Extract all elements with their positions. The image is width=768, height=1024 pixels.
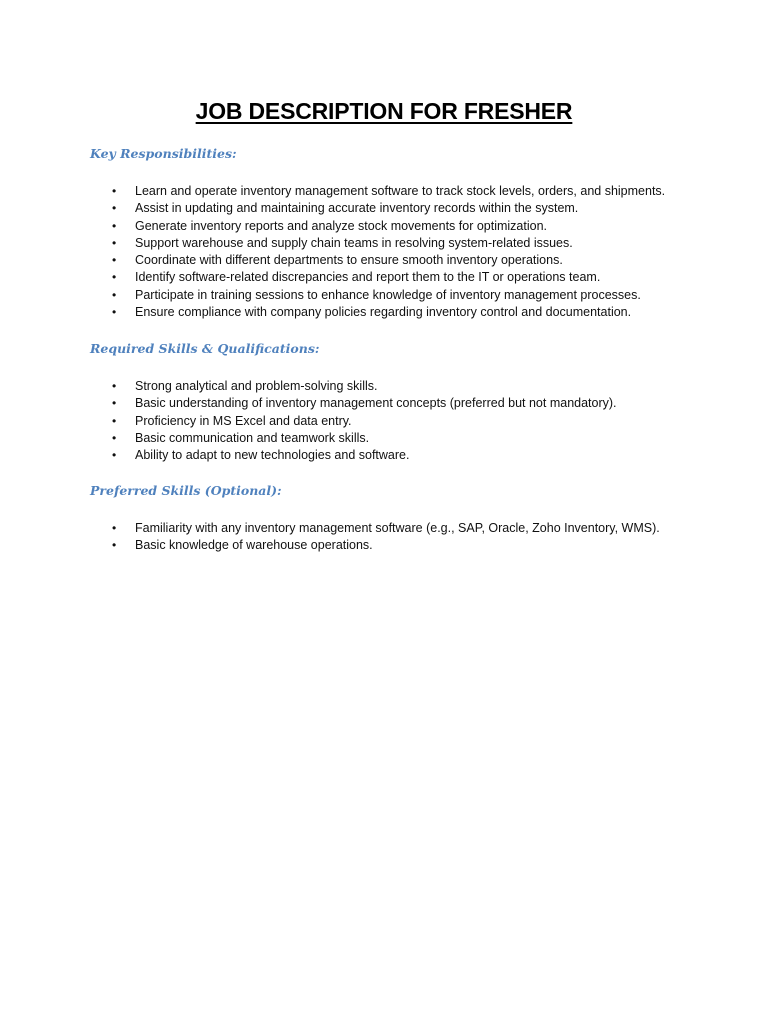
bullet-icon: • xyxy=(112,379,117,393)
list-item xyxy=(90,287,710,304)
bullet-icon: • xyxy=(112,201,117,216)
bullet-icon: • xyxy=(112,270,117,285)
list-item xyxy=(90,537,710,554)
bullet-icon: • xyxy=(112,538,117,553)
bullet-icon: • xyxy=(112,413,117,428)
bullet-icon: • xyxy=(112,287,117,302)
list-item xyxy=(90,304,710,321)
section-heading: Preferred Skills (Optional): xyxy=(90,483,282,498)
list-item xyxy=(90,183,710,200)
bullet-icon: • xyxy=(112,184,117,198)
bullet-icon: • xyxy=(112,430,117,445)
list-item-text: Basic understanding of inventory management concepts (preferred but not mandatory). xyxy=(135,396,617,411)
required-skills-list xyxy=(90,378,710,464)
list-item-text: Basic knowledge of warehouse operations. xyxy=(135,538,373,553)
list-item-text: Ability to adapt to new technologies and software. xyxy=(135,448,410,463)
list-item-text: Ensure compliance with company policies regarding inventory control and documentation. xyxy=(135,305,632,320)
document-title: JOB DESCRIPTION FOR FRESHER xyxy=(195,98,573,124)
list-item-text: Strong analytical and problem-solving skills. xyxy=(135,379,378,393)
list-item-text: Identify software-related discrepancies and report them to the IT or operations team. xyxy=(135,270,601,285)
list-item-text: Assist in updating and maintaining accurate inventory records within the system. xyxy=(135,201,579,216)
list-item xyxy=(90,447,710,464)
list-item-text: Participate in training sessions to enhance knowledge of inventory management processes. xyxy=(135,287,641,302)
list-item-text: Support warehouse and supply chain teams in resolving system-related issues. xyxy=(135,235,573,250)
list-item xyxy=(90,200,710,217)
list-item xyxy=(90,269,710,286)
list-item-text: Proficiency in MS Excel and data entry. xyxy=(135,413,352,428)
section-required-skills xyxy=(90,340,710,464)
bullet-icon: • xyxy=(112,521,117,535)
list-item-text: Basic communication and teamwork skills. xyxy=(135,430,370,445)
preferred-skills-list xyxy=(90,520,710,555)
section-heading: Key Responsibilities: xyxy=(90,146,237,161)
list-item-text: Learn and operate inventory management software to track stock levels, orders, and shipments. xyxy=(135,184,666,198)
list-item xyxy=(90,378,710,395)
list-item xyxy=(90,218,710,235)
bullet-icon: • xyxy=(112,235,117,250)
bullet-icon: • xyxy=(112,448,117,463)
list-item-text: Familiarity with any inventory management software (e.g., SAP, Oracle, Zoho Inventory, WMS). xyxy=(135,521,660,535)
list-item xyxy=(90,430,710,447)
list-item xyxy=(90,235,710,252)
bullet-icon: • xyxy=(112,305,117,320)
list-item-text: Generate inventory reports and analyze stock movements for optimization. xyxy=(135,218,548,233)
responsibilities-list xyxy=(90,183,710,321)
section-key-responsibilities xyxy=(90,145,710,321)
list-item-text: Coordinate with different departments to ensure smooth inventory operations. xyxy=(135,253,563,268)
list-item xyxy=(90,413,710,430)
list-item xyxy=(90,520,710,537)
bullet-icon: • xyxy=(112,253,117,268)
list-item xyxy=(90,395,710,412)
bullet-icon: • xyxy=(112,396,117,411)
list-item xyxy=(90,252,710,269)
bullet-icon: • xyxy=(112,218,117,233)
section-heading: Required Skills & Qualifications: xyxy=(90,341,320,356)
section-preferred-skills xyxy=(90,482,710,555)
